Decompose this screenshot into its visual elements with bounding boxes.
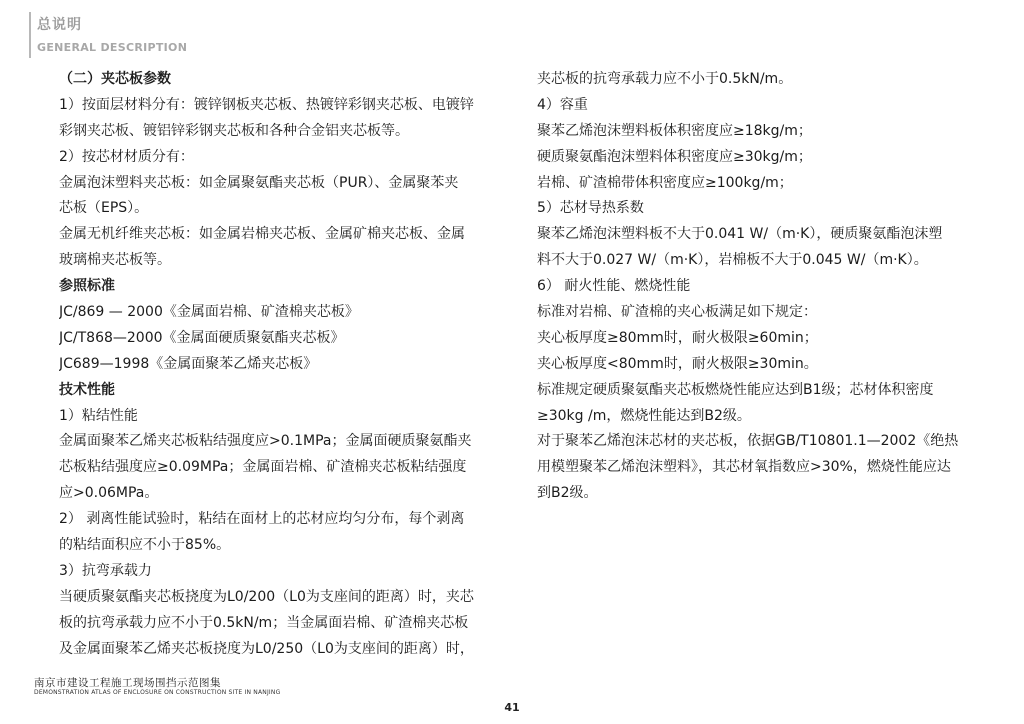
header-title: 总说明 xyxy=(37,17,82,33)
text-line: JC/869 — 2000《金属面岩棉、矿渣棉夹芯板》 xyxy=(59,304,359,321)
text-line: 6） 耐火性能、燃烧性能 xyxy=(537,278,691,295)
left-text-column xyxy=(59,67,521,662)
text-line: 芯板粘结强度应≥0.09MPa；金属面岩棉、矿渣棉夹芯板粘结强度 xyxy=(59,459,467,476)
section-heading: 参照标准 xyxy=(59,278,115,295)
text-line: 夹心板厚度≥80mm时，耐火极限≥60min； xyxy=(537,329,818,346)
text-line: 聚苯乙烯泡沫塑料板体积密度应≥18kg/m； xyxy=(537,122,812,139)
footer-atlas-subtitle: DEMONSTRATION ATLAS OF ENCLOSURE ON CONSTRUCTION SITE IN NANJING xyxy=(34,689,281,696)
text-line: 标准对岩棉、矿渣棉的夹心板满足如下规定： xyxy=(537,304,817,321)
text-line: 的粘结面积应不小于85%。 xyxy=(59,537,231,554)
page-number: 41 xyxy=(504,701,520,714)
text-line: 应>0.06MPa。 xyxy=(59,485,159,502)
section-heading: 技术性能 xyxy=(59,381,115,398)
text-line: JC/T868—2000《金属面硬质聚氨酯夹芯板》 xyxy=(59,329,345,346)
text-line: 1）粘结性能 xyxy=(59,407,138,424)
text-line: 夹芯板的抗弯承载力应不小于0.5kN/m。 xyxy=(537,71,793,87)
text-line: 彩钢夹芯板、镀铝锌彩钢夹芯板和各种合金铝夹芯板等。 xyxy=(59,122,409,139)
section-heading: （二）夹芯板参数 xyxy=(59,71,171,87)
text-line: 金属泡沫塑料夹芯板：如金属聚氨酯夹芯板（PUR）、金属聚苯夹 xyxy=(59,174,459,191)
text-line: 硬质聚氨酯泡沫塑料体积密度应≥30kg/m； xyxy=(537,148,812,165)
text-line: 岩棉、矿渣棉带体积密度应≥100kg/m； xyxy=(537,174,793,191)
text-line: 板的抗弯承载力应不小于0.5kN/m；当金属面岩棉、矿渣棉夹芯板 xyxy=(59,614,469,631)
footer-atlas-title: 南京市建设工程施工现场围挡示范图集 xyxy=(34,677,221,689)
text-line: JC689—1998《金属面聚苯乙烯夹芯板》 xyxy=(59,355,318,372)
header-subtitle: GENERAL DESCRIPTION xyxy=(37,41,188,54)
text-line: 用模塑聚苯乙烯泡沫塑料》，其芯材氧指数应>30%，燃烧性能应达 xyxy=(537,459,951,476)
text-line: 玻璃棉夹芯板等。 xyxy=(59,252,171,269)
text-line: 到B2级。 xyxy=(537,485,598,502)
text-line: 1）按面层材料分有：镀锌钢板夹芯板、热镀锌彩钢夹芯板、电镀锌 xyxy=(59,96,474,113)
text-line: 金属面聚苯乙烯夹芯板粘结强度应>0.1MPa；金属面硬质聚氨酯夹 xyxy=(59,433,472,450)
text-line: 3）抗弯承载力 xyxy=(59,562,152,579)
text-line: 夹心板厚度<80mm时，耐火极限≥30min。 xyxy=(537,355,818,372)
text-line: 金属无机纤维夹芯板：如金属岩棉夹芯板、金属矿棉夹芯板、金属 xyxy=(59,226,465,243)
text-line: 料不大于0.027 W/（m·K），岩棉板不大于0.045 W/（m·K）。 xyxy=(537,252,928,269)
text-line: 4）容重 xyxy=(537,96,588,113)
text-line: 对于聚苯乙烯泡沫芯材的夹芯板，依据GB/T10801.1—2002《绝热 xyxy=(537,433,959,450)
text-line: 及金属面聚苯乙烯夹芯板挠度为L0/250（L0为支座间的距离）时， xyxy=(59,640,474,657)
text-line: ≥30kg /m，燃烧性能达到B2级。 xyxy=(537,407,751,424)
text-line: 2） 剥离性能试验时，粘结在面材上的芯材应均匀分布，每个剥离 xyxy=(59,511,465,528)
text-line: 2）按芯材材质分有： xyxy=(59,148,194,165)
text-line: 芯板（EPS）。 xyxy=(59,200,149,217)
text-line: 标准规定硬质聚氨酯夹芯板燃烧性能应达到B1级；芯材体积密度 xyxy=(537,381,934,398)
text-line: 当硬质聚氨酯夹芯板挠度为L0/200（L0为支座间的距离）时，夹芯 xyxy=(59,588,474,605)
right-text-column xyxy=(537,67,999,507)
text-line: 聚苯乙烯泡沫塑料板不大于0.041 W/（m·K），硬质聚氨酯泡沫塑 xyxy=(537,226,943,243)
header-accent-bar xyxy=(29,12,31,58)
text-line: 5）芯材导热系数 xyxy=(537,200,644,217)
